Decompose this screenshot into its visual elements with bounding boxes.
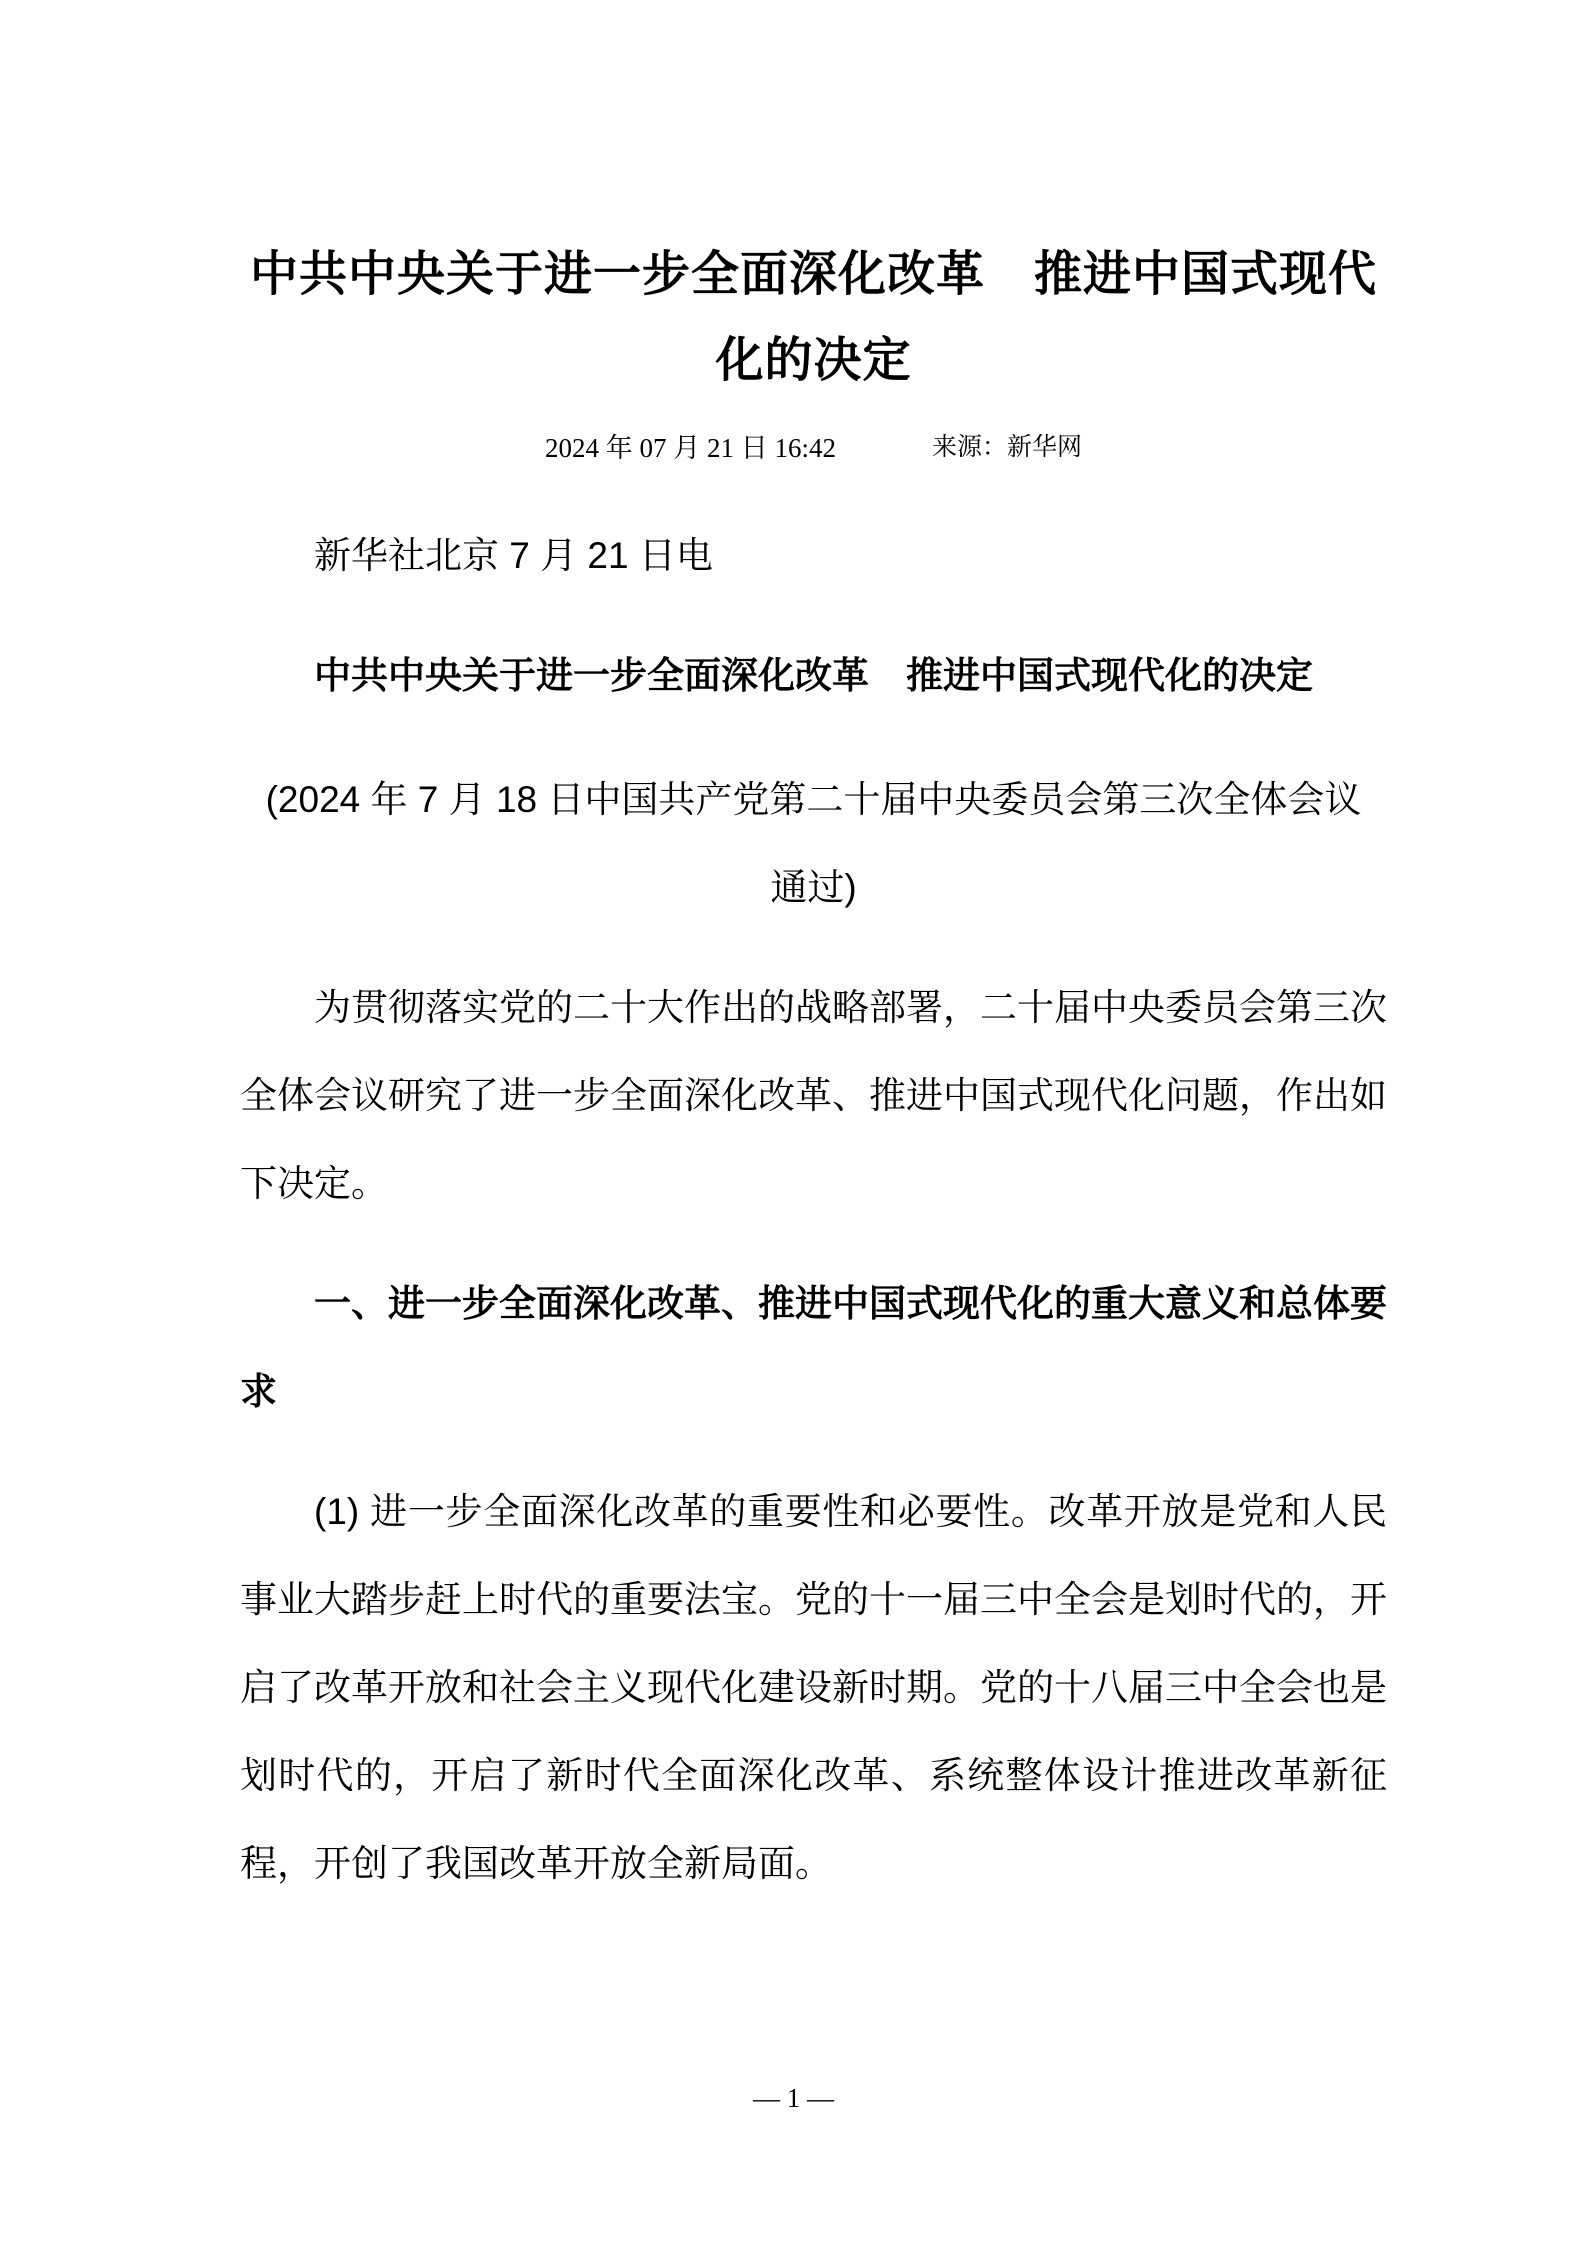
adoption-note: (2024 年 7 月 18 日中国共产党第二十届中央委员会第三次全体会议通过) — [265, 779, 1362, 908]
source-label: 来源：新华网 — [932, 434, 1083, 461]
publish-datetime: 2024 年 07 月 21 日 16:42 — [544, 433, 836, 463]
document-body — [240, 512, 1387, 1908]
byline-paragraph: 新华社北京 7 月 21 日电 — [314, 535, 713, 576]
page-number: — 1 — — [753, 2083, 834, 2113]
meta-line — [240, 426, 1387, 470]
document-title: 中共中央关于进一步全面深化改革 推进中国式现代化的决定 — [249, 248, 1377, 387]
body-paragraph: (1) 进一步全面深化改革的重要性和必要性。改革开放是党和人民事业大踏步赶上时代的重要法宝。党的十一届三中全会是划时代的，开启了改革开放和社会主义现代化建设新时期。党的十八届三中全会也是划时代的，开启了新时代全面深化改革、系统整体设计推进改革新征程，开创了我国改革开放全新局面。 — [240, 1491, 1387, 1884]
document-subtitle: 中共中央关于进一步全面深化改革 推进中国式现代化的决定 — [314, 655, 1313, 696]
section-heading: 一、进一步全面深化改革、推进中国式现代化的重大意义和总体要求 — [240, 1283, 1387, 1412]
body-paragraph: 为贯彻落实党的二十大作出的战略部署，二十届中央委员会第三次全体会议研究了进一步全面深化改革、推进中国式现代化问题，作出如下决定。 — [240, 987, 1387, 1204]
